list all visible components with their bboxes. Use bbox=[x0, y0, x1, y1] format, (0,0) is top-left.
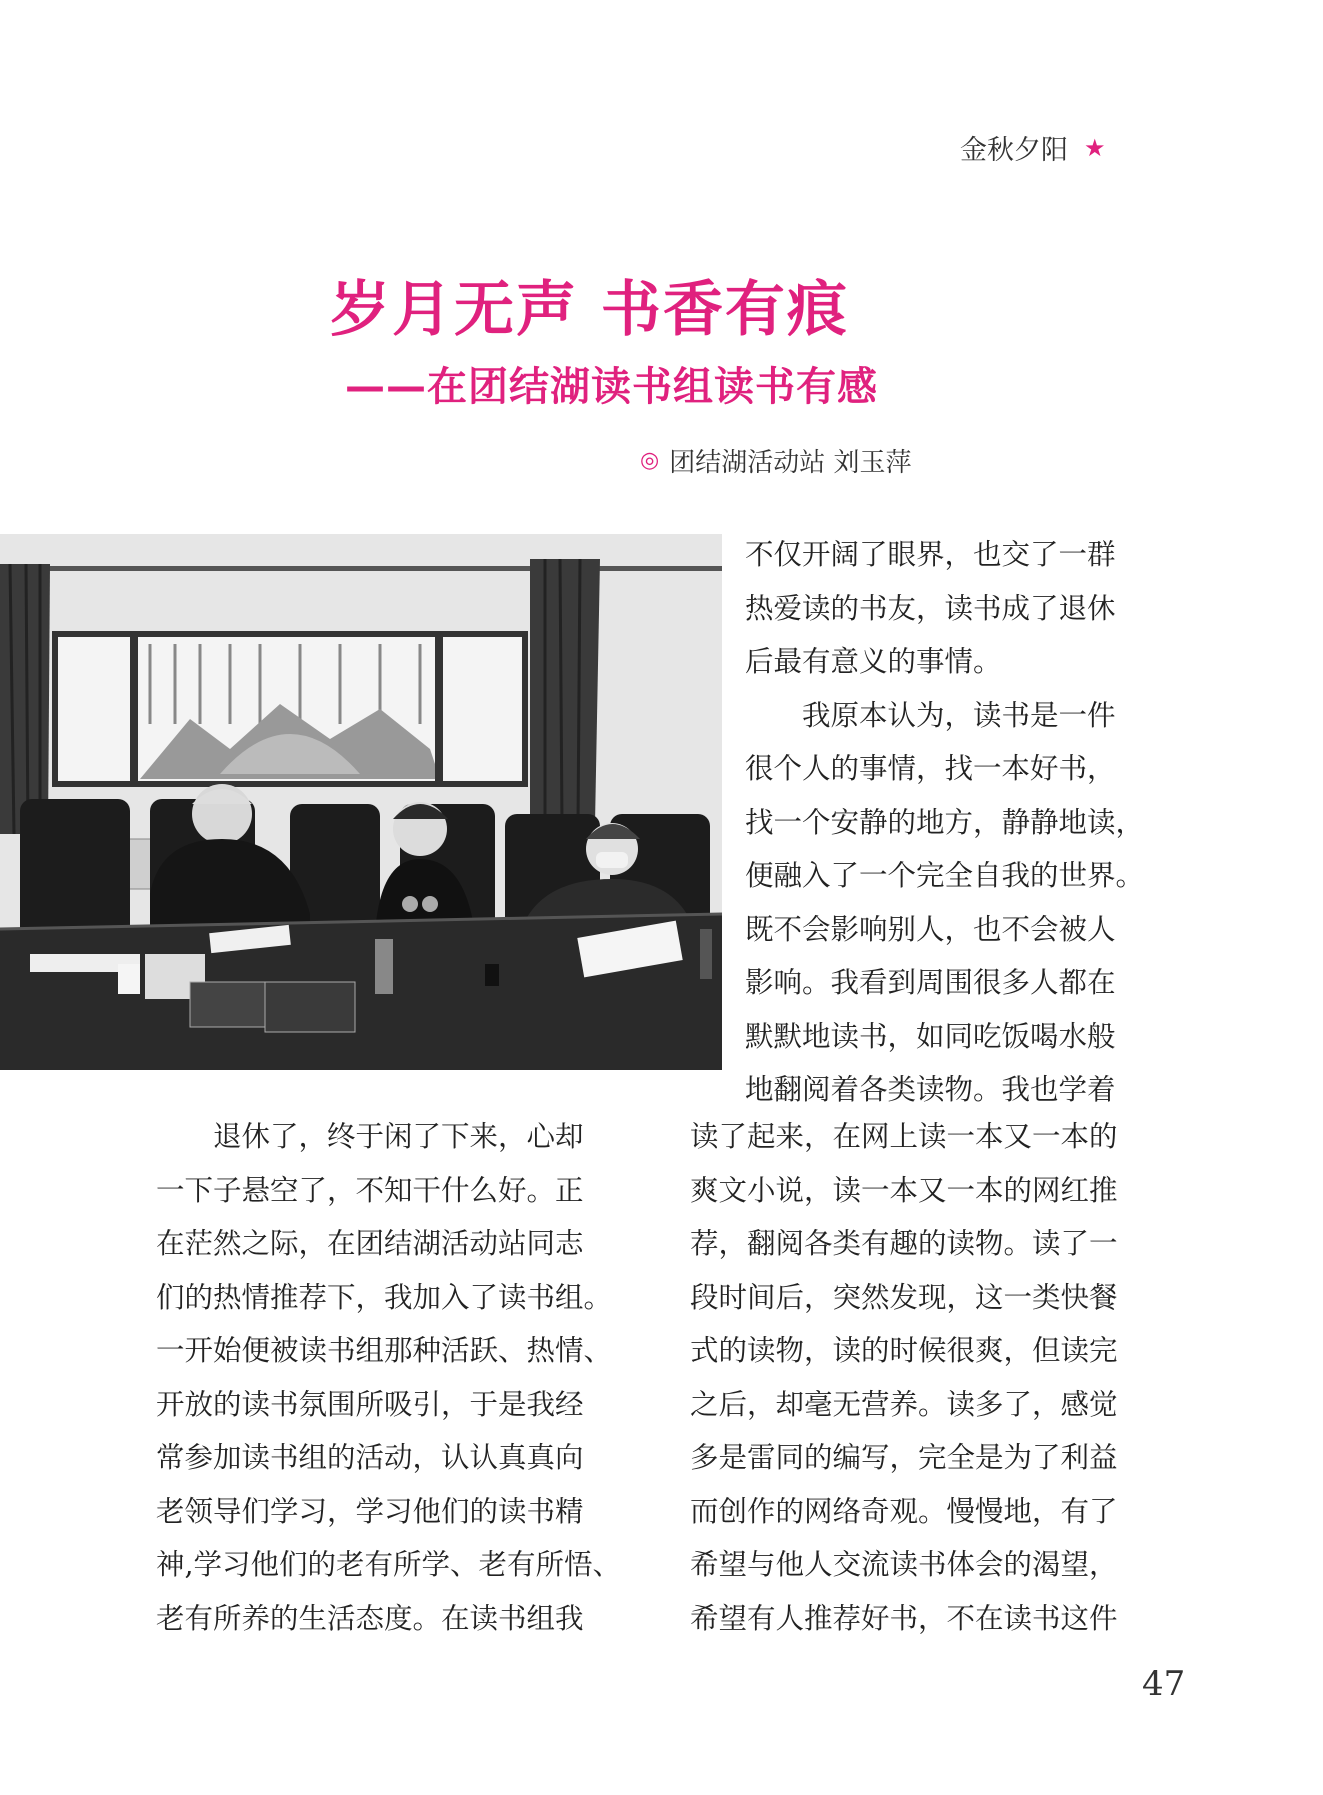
text-line: 式的读物，读的时候很爽，但读完 bbox=[690, 1334, 1118, 1367]
text-line: 老领导们学习，学习他们的读书精 bbox=[156, 1494, 584, 1528]
text-line: 们的热情推荐下，我加入了读书组。 bbox=[156, 1280, 613, 1314]
text-line: 既不会影响别人，也不会被人 bbox=[745, 912, 1116, 946]
meeting-photo bbox=[0, 534, 722, 1070]
text-line: 读了起来，在网上读一本又一本的 bbox=[690, 1120, 1118, 1153]
text-line: 希望有人推荐好书，不在读书这件 bbox=[690, 1601, 1118, 1635]
text-line: 不仅开阔了眼界，也交了一群 bbox=[745, 538, 1116, 571]
star-icon: ★ bbox=[1084, 133, 1106, 162]
text-line: 荐，翻阅各类有趣的读物。读了一 bbox=[690, 1227, 1118, 1260]
text-line: 希望与他人交流读书体会的渴望， bbox=[690, 1548, 1118, 1581]
byline-mark-icon: ◎ bbox=[640, 448, 660, 473]
text-line: 多是雷同的编写，完全是为了利益 bbox=[690, 1441, 1118, 1474]
section-header bbox=[960, 128, 1160, 167]
text-line: 在茫然之际，在团结湖活动站同志 bbox=[156, 1227, 584, 1260]
text-column-right-top bbox=[745, 528, 1165, 1117]
text-line: 后最有意义的事情。 bbox=[745, 645, 1002, 678]
section-title: 金秋夕阳 bbox=[960, 135, 1068, 166]
text-line: 很个人的事情，找一本好书， bbox=[745, 752, 1116, 785]
article-subtitle: ——在团结湖读书组读书有感 bbox=[345, 364, 878, 410]
text-line: 一下子悬空了，不知干什么好。正 bbox=[156, 1173, 584, 1207]
text-line: 影响。我看到周围很多人都在 bbox=[745, 966, 1116, 999]
text-line: 段时间后，突然发现，这一类快餐 bbox=[690, 1280, 1118, 1314]
page-number: 47 bbox=[1142, 1664, 1186, 1704]
text-line: 默默地读书，如同吃饭喝水般 bbox=[745, 1019, 1116, 1053]
text-column-left bbox=[156, 1110, 636, 1645]
text-line: 爽文小说，读一本又一本的网红推 bbox=[690, 1173, 1118, 1207]
text-line: 找一个安静的地方，静静地读， bbox=[745, 805, 1145, 839]
text-line: 常参加读书组的活动，认认真真向 bbox=[156, 1441, 584, 1474]
text-column-right-bottom bbox=[690, 1110, 1160, 1645]
byline bbox=[640, 442, 911, 479]
text-line: 一开始便被读书组那种活跃、热情、 bbox=[156, 1334, 613, 1367]
text-line: 而创作的网络奇观。慢慢地，有了 bbox=[690, 1494, 1118, 1528]
text-line: 老有所养的生活态度。在读书组我 bbox=[156, 1601, 584, 1635]
text-line: 退休了，终于闲了下来，心却 bbox=[156, 1120, 584, 1153]
article-title: 岁月无声 书香有痕 bbox=[330, 275, 849, 345]
text-line: 神,学习他们的老有所学、老有所悟、 bbox=[156, 1548, 622, 1581]
text-line: 便融入了一个完全自我的世界。 bbox=[745, 859, 1145, 892]
text-line: 我原本认为，读书是一件 bbox=[745, 698, 1116, 732]
byline-text: 团结湖活动站 刘玉萍 bbox=[669, 448, 912, 478]
text-line: 之后，却毫无营养。读多了，感觉 bbox=[690, 1387, 1118, 1421]
text-line: 开放的读书氛围所吸引，于是我经 bbox=[156, 1387, 584, 1421]
text-line: 热爱读的书友，读书成了退休 bbox=[745, 591, 1116, 625]
text-line: 地翻阅着各类读物。我也学着 bbox=[745, 1073, 1116, 1106]
